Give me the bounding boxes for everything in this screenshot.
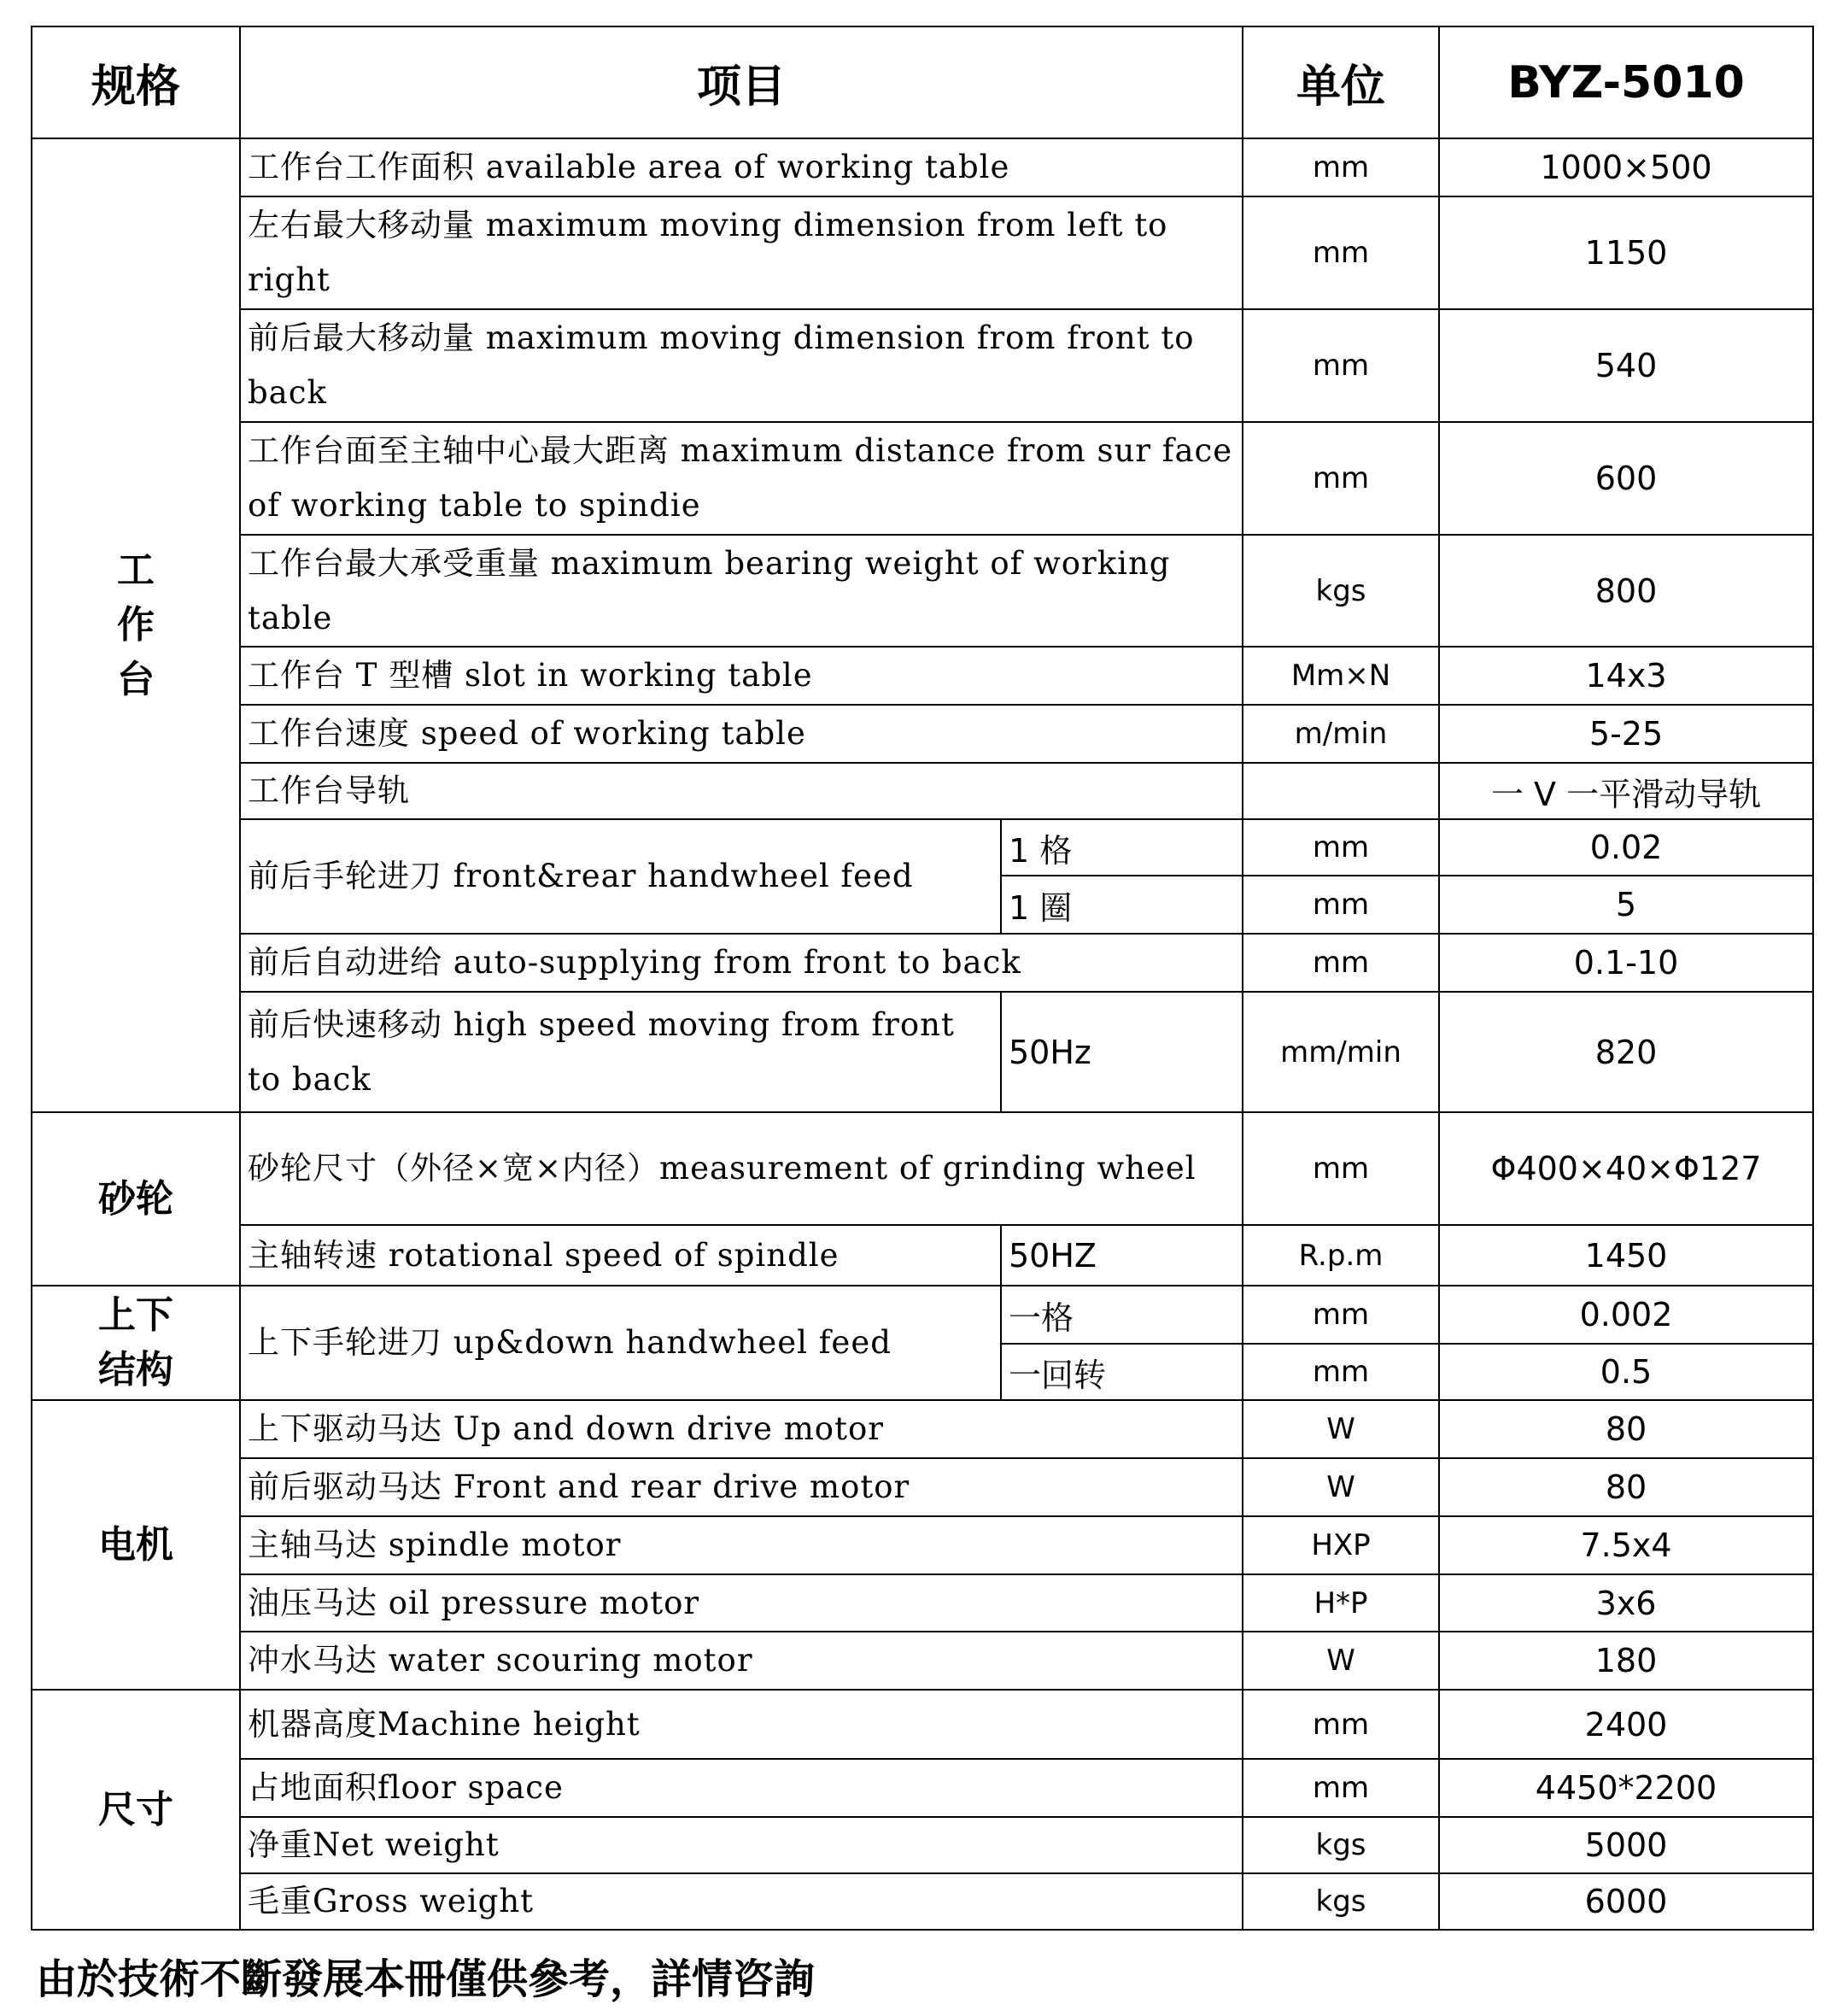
item-label: 油压马达 oil pressure motor [240,1574,1243,1632]
value-cell: 2400 [1439,1690,1813,1759]
value-cell: 600 [1439,422,1813,535]
value-cell: 80 [1439,1458,1813,1516]
group-label: 电机 [32,1400,240,1690]
table-row [32,535,1813,647]
item-label: 工作台 T 型槽 slot in working table [240,647,1243,705]
sub-condition: 1 圈 [1001,876,1243,934]
table-row [32,1400,1813,1458]
group-label: 上下 结构 [32,1286,240,1400]
unit-cell: mm [1243,309,1439,422]
table-row [32,1873,1813,1930]
header-spec: 规格 [32,26,240,138]
table-row [32,422,1813,535]
table-row [32,705,1813,763]
table-row [32,763,1813,819]
unit-cell: R.p.m [1243,1225,1439,1286]
sub-condition: 50Hz [1001,992,1243,1112]
unit-cell: mm [1243,876,1439,934]
sub-condition: 1 格 [1001,819,1243,876]
sub-condition: 一回转 [1001,1344,1243,1400]
table-row [32,1632,1813,1690]
value-cell: 1450 [1439,1225,1813,1286]
unit-cell: mm [1243,819,1439,876]
value-cell: 7.5x4 [1439,1516,1813,1574]
unit-cell: Mm×N [1243,647,1439,705]
value-cell: 1000×500 [1439,138,1813,196]
value-cell: 5 [1439,876,1813,934]
value-cell: 14x3 [1439,647,1813,705]
unit-cell: kgs [1243,1873,1439,1930]
table-row [32,196,1813,309]
unit-cell: W [1243,1632,1439,1690]
header-item: 项目 [240,26,1243,138]
value-cell: 1150 [1439,196,1813,309]
table-row [32,647,1813,705]
unit-cell: kgs [1243,535,1439,647]
value-cell: 0.1-10 [1439,934,1813,992]
group-label: 尺寸 [32,1690,240,1930]
item-label: 冲水马达 water scouring motor [240,1632,1243,1690]
unit-cell: W [1243,1400,1439,1458]
item-label: 工作台工作面积 available area of working table [240,138,1243,196]
item-label: 砂轮尺寸（外径×宽×内径）measurement of grinding wheel [240,1112,1243,1225]
unit-cell: mm [1243,1112,1439,1225]
item-label: 工作台面至主轴中心最大距离 maximum distance from sur face of working table to spindie [240,422,1243,535]
table-row [32,1225,1813,1286]
table-row [32,1458,1813,1516]
table-row [32,934,1813,992]
unit-cell: kgs [1243,1817,1439,1873]
item-label: 占地面积floor space [240,1759,1243,1817]
value-cell: 180 [1439,1632,1813,1690]
unit-cell: mm [1243,1759,1439,1817]
value-cell: 6000 [1439,1873,1813,1930]
value-cell: 5000 [1439,1817,1813,1873]
value-cell: 一 V 一平滑动导轨 [1439,763,1813,819]
unit-cell: mm [1243,422,1439,535]
table-row [32,1759,1813,1817]
item-label: 机器高度Machine height [240,1690,1243,1759]
table-row [32,1690,1813,1759]
item-label: 工作台最大承受重量 maximum bearing weight of working table [240,535,1243,647]
item-label: 前后驱动马达 Front and rear drive motor [240,1458,1243,1516]
header-unit: 单位 [1243,26,1439,138]
value-cell: 820 [1439,992,1813,1112]
item-label: 主轴马达 spindle motor [240,1516,1243,1574]
item-label: 前后最大移动量 maximum moving dimension from front to back [240,309,1243,422]
item-label: 工作台导轨 [240,763,1243,819]
item-label: 前后快速移动 high speed moving from front to back [240,992,1001,1112]
unit-cell: W [1243,1458,1439,1516]
table-row [32,1286,1813,1344]
value-cell: 0.5 [1439,1344,1813,1400]
value-cell: 540 [1439,309,1813,422]
value-cell: 0.002 [1439,1286,1813,1344]
header-model: BYZ-5010 [1439,26,1813,138]
table-row [32,1112,1813,1225]
sub-condition: 50HZ [1001,1225,1243,1286]
value-cell: 4450*2200 [1439,1759,1813,1817]
value-cell: 5-25 [1439,705,1813,763]
unit-cell: m/min [1243,705,1439,763]
item-label: 上下驱动马达 Up and down drive motor [240,1400,1243,1458]
unit-cell: mm [1243,934,1439,992]
spec-table [31,26,1814,1931]
footer-note: 由於技術不斷發展本冊僅供參考，詳情咨詢 [36,1955,816,2003]
table-row [32,1817,1813,1873]
item-label: 工作台速度 speed of working table [240,705,1243,763]
table-row [32,309,1813,422]
unit-cell: mm [1243,138,1439,196]
table-row [32,138,1813,196]
value-cell: Φ400×40×Φ127 [1439,1112,1813,1225]
unit-cell: mm [1243,1690,1439,1759]
unit-cell [1243,763,1439,819]
item-label: 前后自动进给 auto-supplying from front to back [240,934,1243,992]
value-cell: 80 [1439,1400,1813,1458]
unit-cell: H*P [1243,1574,1439,1632]
item-label: 前后手轮进刀 front&rear handwheel feed [240,819,1001,934]
unit-cell: mm/min [1243,992,1439,1112]
unit-cell: HXP [1243,1516,1439,1574]
table-row [32,1574,1813,1632]
unit-cell: mm [1243,1344,1439,1400]
item-label: 主轴转速 rotational speed of spindle [240,1225,1001,1286]
group-label: 工 作 台 [32,138,240,1112]
item-label: 净重Net weight [240,1817,1243,1873]
table-row [32,819,1813,876]
item-label: 毛重Gross weight [240,1873,1243,1930]
value-cell: 800 [1439,535,1813,647]
value-cell: 0.02 [1439,819,1813,876]
table-row [32,992,1813,1112]
value-cell: 3x6 [1439,1574,1813,1632]
item-label: 上下手轮进刀 up&down handwheel feed [240,1286,1001,1400]
header-row [32,26,1813,138]
group-label: 砂轮 [32,1112,240,1286]
unit-cell: mm [1243,1286,1439,1344]
unit-cell: mm [1243,196,1439,309]
item-label: 左右最大移动量 maximum moving dimension from left to right [240,196,1243,309]
table-row [32,1516,1813,1574]
sub-condition: 一格 [1001,1286,1243,1344]
